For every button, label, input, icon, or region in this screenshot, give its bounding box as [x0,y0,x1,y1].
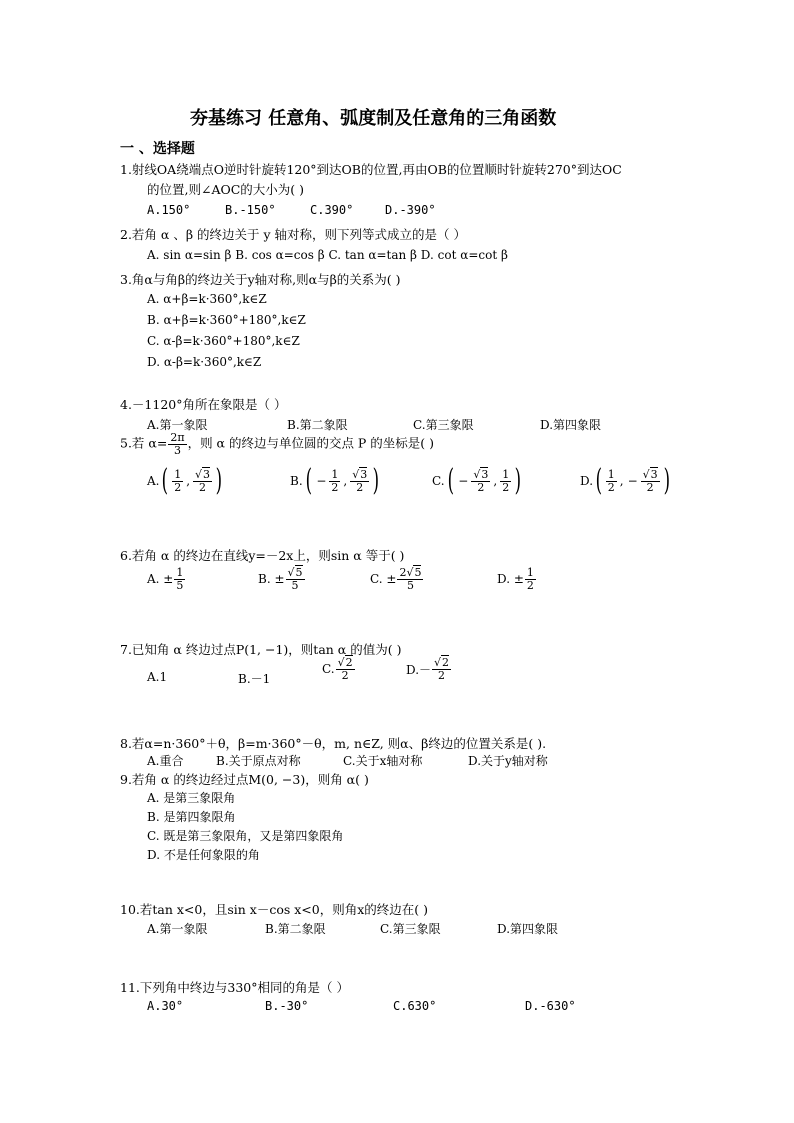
q10-option-c: C.第三象限 [380,922,441,936]
question-6-text: 6.若角 α 的终边在直线y=－2x上，则sin α 等于( ) [120,548,405,563]
q3-option-b: B. α+β=k·360°+180°,k∈Z [147,313,306,327]
q6-option-b: B. ± $\frac{√5}{5}$ [258,566,303,592]
q11-option-d: D.-630° [525,999,576,1013]
q10-option-a: A.第一象限 [147,922,208,936]
q5-option-b: B. ( − $\frac{1}{2}$ , $\frac{√3}{2}$ ) [290,463,380,498]
question-4-text: 4.－1120°角所在象限是（ ） [120,397,287,412]
q10-option-d: D.第四象限 [497,922,559,936]
question-3-text: 3.角α与角β的终边关于y轴对称,则α与β的关系为( ) [120,272,401,287]
q4-option-c: C.第三象限 [413,418,474,432]
q7-option-b: B.－1 [238,672,271,686]
q11-option-c: C.630° [393,999,437,1013]
q4-option-b: B.第二象限 [287,418,348,432]
question-11-text: 11.下列角中终边与330°相同的角是（ ） [120,980,349,995]
q8-option-a: A.重合 [147,754,184,768]
q6-option-c: C. ± $\frac{2√5}{5}$ [370,566,422,592]
q5-option-a: A. ( $\frac{1}{2}$ , $\frac{√3}{2}$ ) [147,463,223,498]
q4-option-a: A.第一象限 [147,418,208,432]
q1-option-d: D.-390° [385,203,436,217]
q1-option-b: B.-150° [225,203,276,217]
question-8-text: 8.若α=n·360°＋θ，β=m·360°－θ，m, n∈Z, 则α、β终边的位置关系是( ). [120,736,547,751]
question-2-text: 2.若角 α 、β 的终边关于 y 轴对称，则下列等式成立的是（ ） [120,227,466,242]
q7-option-c: C. $\frac{√2}{2}$ [322,656,353,682]
q3-option-a: A. α+β=k·360°,k∈Z [147,292,267,306]
question-1-text-cont: 的位置,则∠AOC的大小为( ) [147,182,305,197]
q10-option-b: B.第二象限 [265,922,326,936]
q9-option-b: B. 是第四象限角 [147,810,236,824]
q1-option-a: A.150° [147,203,191,217]
q11-option-b: B.-30° [265,999,309,1013]
question-1-text: 1.射线OA绕端点O逆时针旋转120°到达OB的位置,再由OB的位置顺时针旋转270°到达OC [120,162,622,177]
q6-option-d: D. ± $\frac{1}{2}$ [497,566,534,592]
q6-option-a: A. ± $\frac{1}{5}$ [147,566,184,592]
q8-option-b: B.关于原点对称 [216,754,301,768]
q9-option-c: C. 既是第三象限角，又是第四象限角 [147,829,344,843]
section-heading: 一 、选择题 [120,141,195,157]
question-9-text: 9.若角 α 的终边经过点M(0, −3)，则角 α( ) [120,772,369,787]
q5-option-c: C. ( − $\frac{√3}{2}$ , $\frac{1}{2}$ ) [432,463,522,498]
q7-option-a: A.1 [147,670,168,684]
question-7-text: 7.已知角 α 终边过点P(1, −1)，则tan α 的值为( ) [120,642,402,657]
question-5-text: 5.若 α= $\frac{2\pi}{3}$ ，则 α 的终边与单位圆的交点 P 的坐标是( ) [120,431,435,457]
page-title: 夯基练习 任意角、弧度制及任意角的三角函数 [190,108,557,129]
q5-angle-fraction: $\frac{2\pi}{3}$ [170,431,185,457]
q9-option-d: D. 不是任何象限的角 [147,848,260,862]
q8-option-c: C.关于x轴对称 [343,754,423,768]
q3-option-d: D. α-β=k·360°,k∈Z [147,355,262,369]
q3-option-c: C. α-β=k·360°+180°,k∈Z [147,334,300,348]
q5-option-d: D. ( $\frac{1}{2}$ , − $\frac{√3}{2}$ ) [580,463,670,498]
q9-option-a: A. 是第三象限角 [147,791,236,805]
q11-option-a: A.30° [147,999,184,1013]
question-10-text: 10.若tan x<0，且sin x－cos x<0，则角x的终边在( ) [120,902,429,917]
q1-option-c: C.390° [310,203,354,217]
q8-option-d: D.关于y轴对称 [468,754,548,768]
q4-option-d: D.第四象限 [540,418,602,432]
q7-option-d: D.－ $\frac{√2}{2}$ [406,656,450,682]
q2-options: A. sin α=sin β B. cos α=cos β C. tan α=tan β D. cot α=cot β [147,248,508,262]
